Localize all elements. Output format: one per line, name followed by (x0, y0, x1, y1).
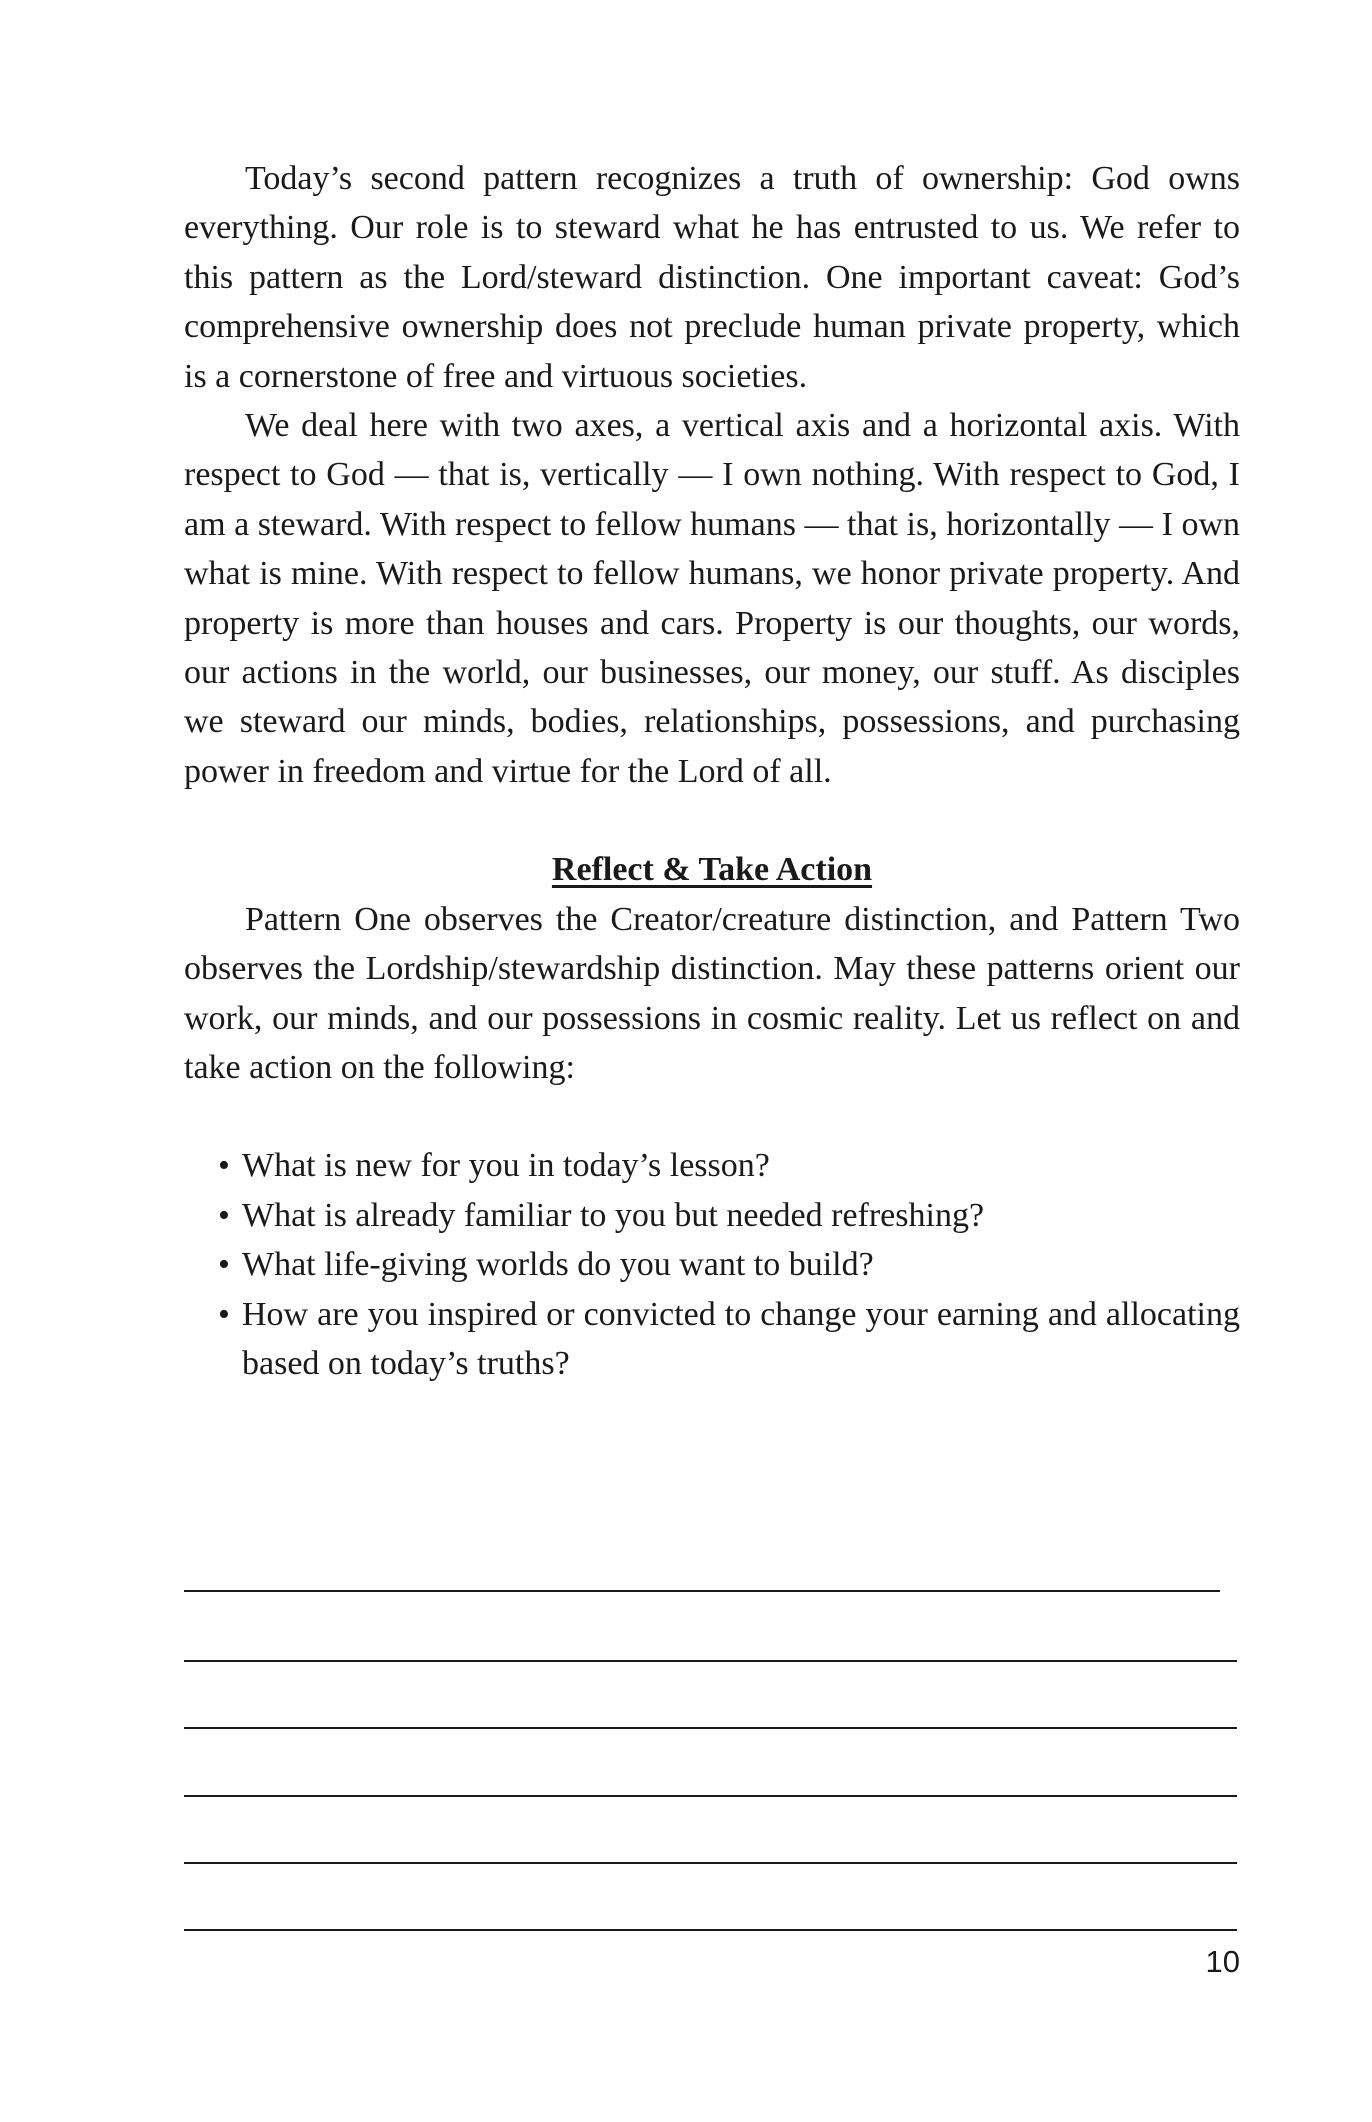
writing-line[interactable] (184, 1795, 1237, 1797)
bullet-icon: • (218, 1246, 230, 1284)
paragraph-reflect-intro: Pattern One observes the Creator/creature distinction, and Pattern Two observes the Lordship/stewardship distinction. May these patterns orient our work, our minds, and our possessions in cosmic reality. Let us reflect on and take action on the following: (184, 900, 1240, 1086)
paragraph-two-axes: We deal here with two axes, a vertical axis and a horizontal axis. With respect to God — that is, vertically — I own nothing. With respect to God, I am a steward. With respect to fellow humans — that is, horizontally — I own what is mine. With respect to fellow humans, we honor private property. And property is more than houses and cars. Property is our thoughts, our words, our actions in the world, our businesses, our money, our stuff. As disciples we steward our minds, bodies, relationships, possessions, and purchasing power in freedom and virtue for the Lord of all. (184, 407, 1240, 790)
list-item (218, 1290, 1240, 1389)
question-text: What is new for you in today’s lesson? (242, 1147, 770, 1185)
bullet-icon: • (218, 1196, 230, 1234)
writing-line[interactable] (184, 1862, 1237, 1864)
writing-line[interactable] (184, 1660, 1237, 1662)
bullet-icon: • (218, 1147, 230, 1185)
page-number: 10 (1205, 1944, 1240, 1979)
writing-line[interactable] (184, 1727, 1237, 1729)
writing-line[interactable] (184, 1929, 1237, 1931)
writing-line[interactable] (184, 1590, 1220, 1592)
bullet-icon: • (218, 1295, 230, 1333)
question-text: What life-giving worlds do you want to build? (242, 1246, 874, 1284)
question-text: How are you inspired or convicted to change your earning and allocating based on today’s truths? (242, 1295, 1240, 1382)
page-content (184, 154, 1240, 1388)
question-text: What is already familiar to you but needed refreshing? (242, 1196, 985, 1234)
reflection-questions (184, 1141, 1240, 1388)
list-item (218, 1191, 1240, 1240)
section-heading: Reflect & Take Action (551, 851, 873, 889)
paragraph-ownership: Today’s second pattern recognizes a truth of ownership: God owns everything. Our role is to steward what he has entrusted to us. We refer to this pattern as the Lord/steward distinction. One important caveat: God’s comprehensive ownership does not preclude human private property, which is a cornerstone of free and virtuous societies. (184, 160, 1240, 395)
list-item (218, 1240, 1240, 1289)
list-item (218, 1141, 1240, 1190)
